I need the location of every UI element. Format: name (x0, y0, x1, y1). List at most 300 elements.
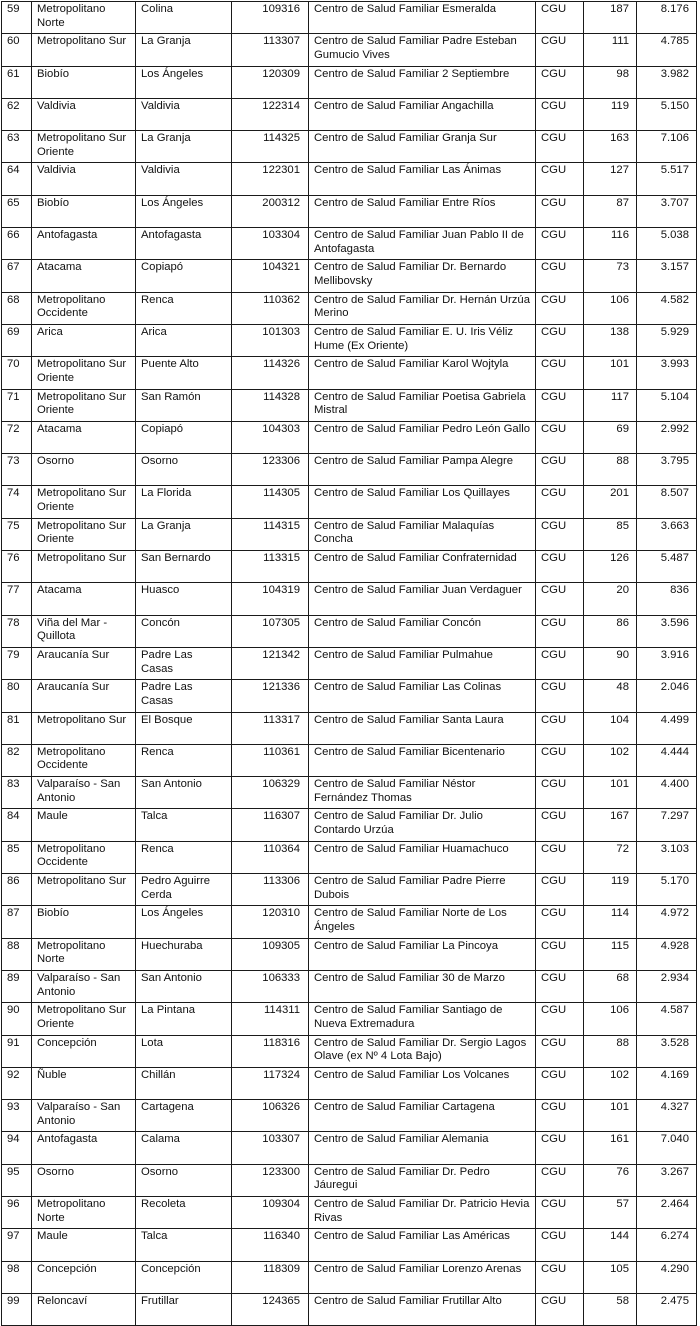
establishment-code-cell: 107305 (232, 615, 309, 647)
establishment-name-cell: Centro de Salud Familiar Pampa Alegre (309, 454, 536, 486)
amount-cell: 2.934 (637, 970, 697, 1002)
amount-cell: 8.507 (637, 486, 697, 518)
table-row (2, 228, 697, 260)
establishment-code-cell: 101303 (232, 324, 309, 356)
health-service-cell: Atacama (32, 260, 136, 292)
count-cell: 58 (584, 1293, 637, 1325)
amount-cell: 836 (637, 583, 697, 615)
table-row (2, 615, 697, 647)
commune-cell: Antofagasta (136, 228, 232, 260)
count-cell: 116 (584, 228, 637, 260)
establishment-name-cell: Centro de Salud Familiar Karol Wojtyla (309, 357, 536, 389)
establishment-code-cell: 122301 (232, 163, 309, 195)
count-cell: 102 (584, 744, 637, 776)
establishment-code-cell: 124365 (232, 1293, 309, 1325)
establishment-code-cell: 109316 (232, 2, 309, 34)
table-row (2, 486, 697, 518)
establishment-name-cell: Centro de Salud Familiar Los Volcanes (309, 1067, 536, 1099)
table-row (2, 1164, 697, 1196)
amount-cell: 5.487 (637, 551, 697, 583)
table-row (2, 647, 697, 679)
establishment-name-cell: Centro de Salud Familiar E. U. Iris Véliz Hume (Ex Oriente) (309, 324, 536, 356)
count-cell: 187 (584, 2, 637, 34)
type-cell: CGU (536, 131, 584, 163)
amount-cell: 3.916 (637, 647, 697, 679)
establishment-code-cell: 110361 (232, 744, 309, 776)
health-service-cell: Metropolitano Occidente (32, 744, 136, 776)
establishment-code-cell: 104321 (232, 260, 309, 292)
count-cell: 72 (584, 841, 637, 873)
establishment-name-cell: Centro de Salud Familiar Padre Pierre Dubois (309, 874, 536, 906)
type-cell: CGU (536, 389, 584, 421)
establishment-name-cell: Centro de Salud Familiar 30 de Marzo (309, 970, 536, 1002)
table-row (2, 518, 697, 550)
establishment-code-cell: 120309 (232, 66, 309, 98)
establishment-code-cell: 104319 (232, 583, 309, 615)
row-number-cell: 88 (2, 938, 32, 970)
amount-cell: 4.327 (637, 1100, 697, 1132)
type-cell: CGU (536, 1003, 584, 1035)
amount-cell: 5.038 (637, 228, 697, 260)
establishment-name-cell: Centro de Salud Familiar Dr. Sergio Lagos Olave (ex Nº 4 Lota Bajo) (309, 1035, 536, 1067)
establishment-code-cell: 122314 (232, 98, 309, 130)
establishment-name-cell: Centro de Salud Familiar Lorenzo Arenas (309, 1261, 536, 1293)
health-service-cell: Osorno (32, 454, 136, 486)
row-number-cell: 71 (2, 389, 32, 421)
type-cell: CGU (536, 324, 584, 356)
table-row (2, 1293, 697, 1325)
count-cell: 138 (584, 324, 637, 356)
row-number-cell: 67 (2, 260, 32, 292)
commune-cell: Talca (136, 1229, 232, 1261)
establishment-name-cell: Centro de Salud Familiar Los Quillayes (309, 486, 536, 518)
table-row (2, 195, 697, 227)
count-cell: 20 (584, 583, 637, 615)
row-number-cell: 63 (2, 131, 32, 163)
establishment-name-cell: Centro de Salud Familiar Pulmahue (309, 647, 536, 679)
amount-cell: 5.517 (637, 163, 697, 195)
row-number-cell: 59 (2, 2, 32, 34)
health-service-cell: Metropolitano Sur (32, 874, 136, 906)
count-cell: 102 (584, 1067, 637, 1099)
type-cell: CGU (536, 98, 584, 130)
amount-cell: 5.150 (637, 98, 697, 130)
establishment-code-cell: 114311 (232, 1003, 309, 1035)
health-service-cell: Antofagasta (32, 228, 136, 260)
table-row (2, 744, 697, 776)
commune-cell: Valdivia (136, 98, 232, 130)
establishment-name-cell: Centro de Salud Familiar Concón (309, 615, 536, 647)
type-cell: CGU (536, 712, 584, 744)
type-cell: CGU (536, 583, 584, 615)
table-row (2, 163, 697, 195)
commune-cell: La Granja (136, 131, 232, 163)
commune-cell: Los Ángeles (136, 195, 232, 227)
count-cell: 117 (584, 389, 637, 421)
establishment-name-cell: Centro de Salud Familiar Padre Esteban Gumucio Vives (309, 34, 536, 66)
table-row (2, 98, 697, 130)
row-number-cell: 75 (2, 518, 32, 550)
commune-cell: Concón (136, 615, 232, 647)
type-cell: CGU (536, 970, 584, 1002)
row-number-cell: 86 (2, 874, 32, 906)
count-cell: 73 (584, 260, 637, 292)
health-service-cell: Metropolitano Sur (32, 34, 136, 66)
count-cell: 86 (584, 615, 637, 647)
commune-cell: El Bosque (136, 712, 232, 744)
count-cell: 201 (584, 486, 637, 518)
row-number-cell: 77 (2, 583, 32, 615)
count-cell: 87 (584, 195, 637, 227)
establishment-code-cell: 118316 (232, 1035, 309, 1067)
type-cell: CGU (536, 680, 584, 712)
amount-cell: 5.170 (637, 874, 697, 906)
amount-cell: 4.169 (637, 1067, 697, 1099)
commune-cell: Copiapó (136, 421, 232, 453)
row-number-cell: 93 (2, 1100, 32, 1132)
establishment-code-cell: 200312 (232, 195, 309, 227)
establishment-code-cell: 110362 (232, 292, 309, 324)
count-cell: 106 (584, 292, 637, 324)
commune-cell: Renca (136, 292, 232, 324)
establishment-name-cell: Centro de Salud Familiar Dr. Julio Contardo Urzúa (309, 809, 536, 841)
establishment-code-cell: 109305 (232, 938, 309, 970)
health-service-cell: Valdivia (32, 98, 136, 130)
health-service-cell: Metropolitano Occidente (32, 841, 136, 873)
establishment-code-cell: 114315 (232, 518, 309, 550)
table-row (2, 66, 697, 98)
count-cell: 106 (584, 1003, 637, 1035)
count-cell: 48 (584, 680, 637, 712)
establishment-code-cell: 104303 (232, 421, 309, 453)
amount-cell: 3.982 (637, 66, 697, 98)
establishment-name-cell: Centro de Salud Familiar Dr. Bernardo Mellibovsky (309, 260, 536, 292)
establishment-name-cell: Centro de Salud Familiar Alemania (309, 1132, 536, 1164)
count-cell: 163 (584, 131, 637, 163)
row-number-cell: 73 (2, 454, 32, 486)
health-service-cell: Metropolitano Sur (32, 551, 136, 583)
type-cell: CGU (536, 1229, 584, 1261)
commune-cell: Los Ángeles (136, 66, 232, 98)
establishment-code-cell: 113317 (232, 712, 309, 744)
amount-cell: 3.707 (637, 195, 697, 227)
row-number-cell: 94 (2, 1132, 32, 1164)
commune-cell: Frutillar (136, 1293, 232, 1325)
row-number-cell: 99 (2, 1293, 32, 1325)
table-row (2, 1196, 697, 1228)
count-cell: 76 (584, 1164, 637, 1196)
row-number-cell: 96 (2, 1196, 32, 1228)
amount-cell: 3.663 (637, 518, 697, 550)
count-cell: 161 (584, 1132, 637, 1164)
row-number-cell: 62 (2, 98, 32, 130)
establishment-code-cell: 106333 (232, 970, 309, 1002)
type-cell: CGU (536, 1067, 584, 1099)
health-service-cell: Biobío (32, 906, 136, 938)
table-row (2, 906, 697, 938)
amount-cell: 3.267 (637, 1164, 697, 1196)
health-service-cell: Viña del Mar - Quillota (32, 615, 136, 647)
health-service-cell: Reloncaví (32, 1293, 136, 1325)
establishment-code-cell: 121336 (232, 680, 309, 712)
health-service-cell: Maule (32, 809, 136, 841)
amount-cell: 2.464 (637, 1196, 697, 1228)
count-cell: 167 (584, 809, 637, 841)
amount-cell: 3.993 (637, 357, 697, 389)
establishment-code-cell: 106329 (232, 777, 309, 809)
count-cell: 88 (584, 1035, 637, 1067)
commune-cell: Pedro Aguirre Cerda (136, 874, 232, 906)
count-cell: 119 (584, 98, 637, 130)
row-number-cell: 68 (2, 292, 32, 324)
row-number-cell: 79 (2, 647, 32, 679)
type-cell: CGU (536, 228, 584, 260)
health-service-cell: Araucanía Sur (32, 680, 136, 712)
establishment-name-cell: Centro de Salud Familiar Pedro León Gallo (309, 421, 536, 453)
establishment-name-cell: Centro de Salud Familiar Santiago de Nueva Extremadura (309, 1003, 536, 1035)
row-number-cell: 74 (2, 486, 32, 518)
amount-cell: 5.929 (637, 324, 697, 356)
count-cell: 111 (584, 34, 637, 66)
commune-cell: Padre Las Casas (136, 647, 232, 679)
health-service-cell: Ñuble (32, 1067, 136, 1099)
count-cell: 69 (584, 421, 637, 453)
establishment-code-cell: 106326 (232, 1100, 309, 1132)
count-cell: 144 (584, 1229, 637, 1261)
type-cell: CGU (536, 34, 584, 66)
amount-cell: 3.157 (637, 260, 697, 292)
establishment-name-cell: Centro de Salud Familiar La Pincoya (309, 938, 536, 970)
table-row (2, 1229, 697, 1261)
commune-cell: Huechuraba (136, 938, 232, 970)
establishment-name-cell: Centro de Salud Familiar Juan Verdaguer (309, 583, 536, 615)
commune-cell: Osorno (136, 454, 232, 486)
row-number-cell: 85 (2, 841, 32, 873)
establishment-code-cell: 113307 (232, 34, 309, 66)
row-number-cell: 97 (2, 1229, 32, 1261)
commune-cell: La Granja (136, 518, 232, 550)
commune-cell: Los Ángeles (136, 906, 232, 938)
commune-cell: La Florida (136, 486, 232, 518)
type-cell: CGU (536, 454, 584, 486)
establishment-name-cell: Centro de Salud Familiar Dr. Pedro Jáuregui (309, 1164, 536, 1196)
row-number-cell: 98 (2, 1261, 32, 1293)
table-row (2, 712, 697, 744)
amount-cell: 4.444 (637, 744, 697, 776)
establishment-name-cell: Centro de Salud Familiar Dr. Patricio Hevia Rivas (309, 1196, 536, 1228)
type-cell: CGU (536, 1035, 584, 1067)
health-service-cell: Antofagasta (32, 1132, 136, 1164)
health-service-cell: Metropolitano Sur Oriente (32, 357, 136, 389)
commune-cell: Lota (136, 1035, 232, 1067)
establishment-code-cell: 117324 (232, 1067, 309, 1099)
health-service-cell: Metropolitano Sur Oriente (32, 131, 136, 163)
row-number-cell: 83 (2, 777, 32, 809)
count-cell: 88 (584, 454, 637, 486)
table-body (2, 2, 697, 1326)
commune-cell: Padre Las Casas (136, 680, 232, 712)
amount-cell: 3.528 (637, 1035, 697, 1067)
amount-cell: 7.106 (637, 131, 697, 163)
establishment-name-cell: Centro de Salud Familiar Las Colinas (309, 680, 536, 712)
type-cell: CGU (536, 1132, 584, 1164)
table-row (2, 874, 697, 906)
establishment-code-cell: 113306 (232, 874, 309, 906)
commune-cell: Recoleta (136, 1196, 232, 1228)
row-number-cell: 90 (2, 1003, 32, 1035)
health-service-cell: Osorno (32, 1164, 136, 1196)
count-cell: 68 (584, 970, 637, 1002)
type-cell: CGU (536, 874, 584, 906)
document-page (1, 1, 696, 1326)
commune-cell: Colina (136, 2, 232, 34)
commune-cell: Huasco (136, 583, 232, 615)
health-service-cell: Metropolitano Sur (32, 712, 136, 744)
count-cell: 101 (584, 777, 637, 809)
establishment-name-cell: Centro de Salud Familiar Santa Laura (309, 712, 536, 744)
type-cell: CGU (536, 66, 584, 98)
health-service-cell: Metropolitano Norte (32, 938, 136, 970)
amount-cell: 8.176 (637, 2, 697, 34)
count-cell: 105 (584, 1261, 637, 1293)
type-cell: CGU (536, 421, 584, 453)
health-service-cell: Araucanía Sur (32, 647, 136, 679)
establishment-name-cell: Centro de Salud Familiar Huamachuco (309, 841, 536, 873)
table-row (2, 809, 697, 841)
type-cell: CGU (536, 551, 584, 583)
amount-cell: 4.400 (637, 777, 697, 809)
establishment-code-cell: 120310 (232, 906, 309, 938)
commune-cell: La Granja (136, 34, 232, 66)
table-row (2, 34, 697, 66)
establishment-name-cell: Centro de Salud Familiar Néstor Fernández Thomas (309, 777, 536, 809)
amount-cell: 3.596 (637, 615, 697, 647)
table-row (2, 357, 697, 389)
table-row (2, 260, 697, 292)
count-cell: 98 (584, 66, 637, 98)
establishment-name-cell: Centro de Salud Familiar Las Ánimas (309, 163, 536, 195)
amount-cell: 4.499 (637, 712, 697, 744)
type-cell: CGU (536, 647, 584, 679)
commune-cell: Arica (136, 324, 232, 356)
table-row (2, 389, 697, 421)
amount-cell: 6.274 (637, 1229, 697, 1261)
commune-cell: Renca (136, 744, 232, 776)
commune-cell: San Antonio (136, 970, 232, 1002)
establishment-code-cell: 118309 (232, 1261, 309, 1293)
row-number-cell: 81 (2, 712, 32, 744)
count-cell: 101 (584, 1100, 637, 1132)
type-cell: CGU (536, 357, 584, 389)
table-row (2, 551, 697, 583)
amount-cell: 4.972 (637, 906, 697, 938)
establishment-code-cell: 114328 (232, 389, 309, 421)
establishment-name-cell: Centro de Salud Familiar Esmeralda (309, 2, 536, 34)
commune-cell: San Ramón (136, 389, 232, 421)
commune-cell: Puente Alto (136, 357, 232, 389)
row-number-cell: 87 (2, 906, 32, 938)
commune-cell: Calama (136, 1132, 232, 1164)
health-service-cell: Metropolitano Norte (32, 1196, 136, 1228)
table-row (2, 1132, 697, 1164)
commune-cell: Valdivia (136, 163, 232, 195)
type-cell: CGU (536, 906, 584, 938)
amount-cell: 3.795 (637, 454, 697, 486)
health-service-cell: Metropolitano Sur Oriente (32, 389, 136, 421)
amount-cell: 3.103 (637, 841, 697, 873)
establishment-name-cell: Centro de Salud Familiar Confraternidad (309, 551, 536, 583)
establishment-code-cell: 123300 (232, 1164, 309, 1196)
row-number-cell: 80 (2, 680, 32, 712)
table-row (2, 970, 697, 1002)
health-service-cell: Valparaíso - San Antonio (32, 777, 136, 809)
health-service-cell: Atacama (32, 421, 136, 453)
establishment-code-cell: 113315 (232, 551, 309, 583)
row-number-cell: 72 (2, 421, 32, 453)
establishment-name-cell: Centro de Salud Familiar 2 Septiembre (309, 66, 536, 98)
table-row (2, 131, 697, 163)
row-number-cell: 95 (2, 1164, 32, 1196)
establishment-code-cell: 110364 (232, 841, 309, 873)
amount-cell: 7.040 (637, 1132, 697, 1164)
type-cell: CGU (536, 809, 584, 841)
count-cell: 119 (584, 874, 637, 906)
count-cell: 90 (584, 647, 637, 679)
table-row (2, 324, 697, 356)
health-service-cell: Metropolitano Sur Oriente (32, 486, 136, 518)
establishments-table (1, 1, 697, 1326)
health-service-cell: Valdivia (32, 163, 136, 195)
commune-cell: San Bernardo (136, 551, 232, 583)
commune-cell: La Pintana (136, 1003, 232, 1035)
health-service-cell: Biobío (32, 66, 136, 98)
amount-cell: 2.475 (637, 1293, 697, 1325)
count-cell: 101 (584, 357, 637, 389)
table-row (2, 841, 697, 873)
row-number-cell: 70 (2, 357, 32, 389)
table-row (2, 1261, 697, 1293)
type-cell: CGU (536, 163, 584, 195)
commune-cell: Copiapó (136, 260, 232, 292)
row-number-cell: 61 (2, 66, 32, 98)
count-cell: 126 (584, 551, 637, 583)
establishment-code-cell: 103307 (232, 1132, 309, 1164)
commune-cell: Osorno (136, 1164, 232, 1196)
commune-cell: Concepción (136, 1261, 232, 1293)
table-row (2, 938, 697, 970)
establishment-code-cell: 116307 (232, 809, 309, 841)
establishment-name-cell: Centro de Salud Familiar Dr. Hernán Urzúa Merino (309, 292, 536, 324)
amount-cell: 4.290 (637, 1261, 697, 1293)
health-service-cell: Concepción (32, 1261, 136, 1293)
commune-cell: San Antonio (136, 777, 232, 809)
health-service-cell: Concepción (32, 1035, 136, 1067)
type-cell: CGU (536, 777, 584, 809)
establishment-code-cell: 123306 (232, 454, 309, 486)
commune-cell: Cartagena (136, 1100, 232, 1132)
type-cell: CGU (536, 1196, 584, 1228)
table-row (2, 1067, 697, 1099)
row-number-cell: 60 (2, 34, 32, 66)
table-row (2, 1100, 697, 1132)
table-row (2, 1003, 697, 1035)
type-cell: CGU (536, 1293, 584, 1325)
type-cell: CGU (536, 292, 584, 324)
commune-cell: Renca (136, 841, 232, 873)
establishment-code-cell: 116340 (232, 1229, 309, 1261)
type-cell: CGU (536, 195, 584, 227)
establishment-name-cell: Centro de Salud Familiar Norte de Los Ángeles (309, 906, 536, 938)
